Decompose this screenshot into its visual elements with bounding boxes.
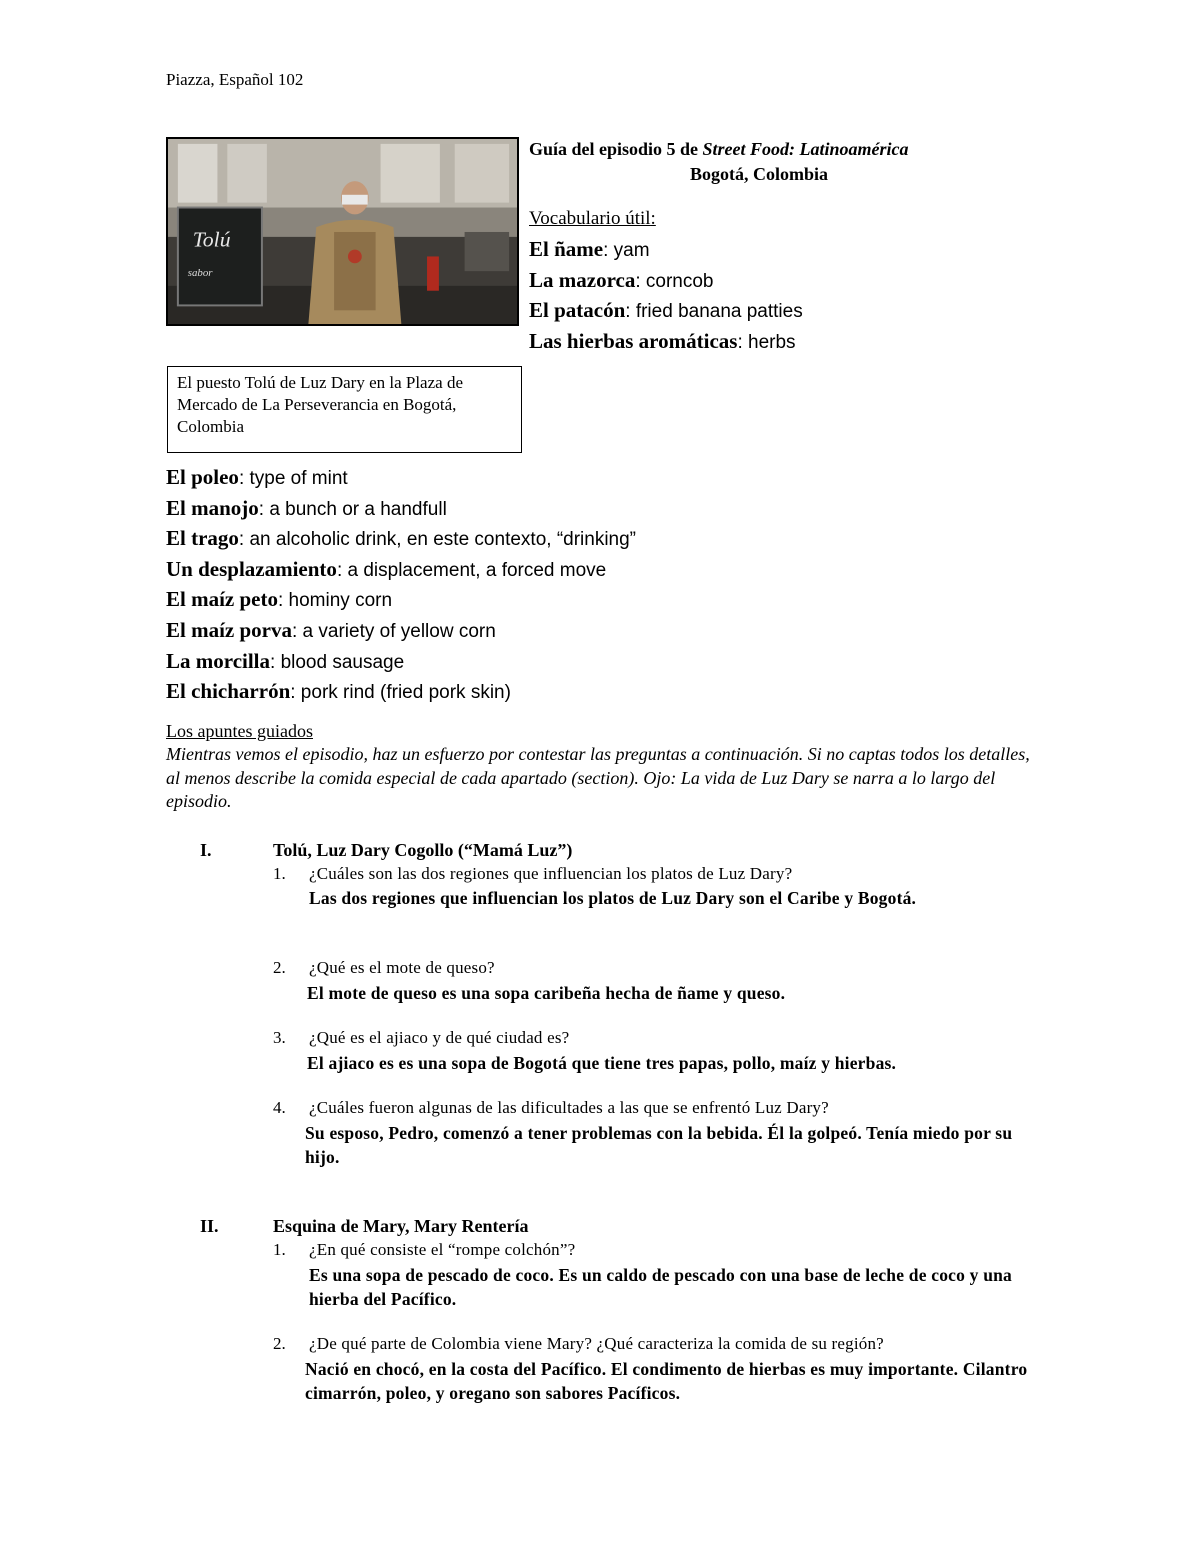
vocab-def: : a displacement, a forced move (336, 559, 607, 581)
vocab-term: La morcilla (166, 648, 271, 673)
vocab-item (166, 524, 636, 555)
vocab-term: El chicharrón (166, 679, 291, 704)
vocab-term: El maíz peto (166, 587, 278, 612)
question-number: 2. (273, 1334, 286, 1353)
market-stall-photo (166, 137, 519, 326)
answer-text: Es una sopa de pescado de coco. Es un caldo de pescado con una base de leche de coco y una hierba del Pacífico. (309, 1265, 1013, 1309)
vocab-term: El maíz porva (166, 617, 292, 642)
vocab-term: La mazorca (529, 267, 636, 292)
question-text: ¿Qué es el ajiaco y de qué ciudad es? (309, 1028, 570, 1047)
guide-location: Bogotá, Colombia (689, 164, 828, 184)
vocab-list-left (166, 463, 636, 708)
show-name: Street Food: Latinoamérica (702, 139, 909, 159)
vocab-def: : pork rind (fried pork skin) (290, 682, 511, 704)
vocab-item (529, 327, 803, 358)
answer-text: El mote de queso es una sopa caribeña hecha de ñame y queso. (307, 983, 786, 1003)
vocab-def: : a variety of yellow corn (292, 620, 496, 642)
question-number: 3. (273, 1028, 286, 1047)
vocab-item (166, 555, 636, 586)
notes-heading: Los apuntes guiados (166, 721, 313, 741)
vocab-term: Las hierbas aromáticas (529, 328, 738, 353)
vocab-term: Un desplazamiento (166, 556, 337, 581)
vocab-def: : yam (603, 240, 650, 261)
vocab-def: : type of mint (238, 468, 348, 489)
answer-text: Nació en chocó, en la costa del Pacífico. El condimento de hierbas es muy importante. Cilantro cimarrón, poleo, y oregano son sabores Pacíficos. (305, 1359, 1028, 1403)
vocab-def: : an alcoholic drink, en este contexto, “drinking” (238, 529, 637, 551)
vocab-item (166, 585, 636, 616)
notes-intro: Mientras vemos el episodio, haz un esfuerzo por contestar las preguntas a continuación. Si no captas todos los detalles, al menos describe la comida especial de cada apartado (section). Ojo: La vida de Luz Dary se narra a lo largo del episodio. (166, 744, 1030, 811)
vocab-item (166, 616, 636, 647)
question-text: ¿Cuáles fueron algunas de las dificultades a las que se enfrentó Luz Dary? (309, 1098, 829, 1117)
guide-title (529, 139, 909, 160)
question-number: 4. (273, 1098, 286, 1117)
vocab-term: El manojo (166, 495, 259, 520)
vocab-def: : corncob (635, 270, 714, 292)
vocab-def: : herbs (737, 331, 796, 353)
vocab-item (529, 296, 803, 327)
vocab-def: : hominy corn (277, 590, 393, 612)
question-text: ¿En qué consiste el “rompe colchón”? (309, 1240, 576, 1259)
photo-illustration (168, 139, 517, 324)
vocab-item (529, 235, 803, 266)
svg-text:Tolú: Tolú (192, 227, 231, 252)
vocab-term: El poleo (166, 465, 239, 489)
question-text: ¿De qué parte de Colombia viene Mary? ¿Qué caracteriza la comida de su región? (309, 1334, 884, 1353)
photo-caption: El puesto Tolú de Luz Dary en la Plaza de Mercado de La Perseverancia en Bogotá, Colombia (167, 366, 522, 453)
question-text: ¿Cuáles son las dos regiones que influencian los platos de Luz Dary? (309, 864, 793, 883)
vocab-item (166, 463, 636, 494)
question-number: 1. (273, 864, 286, 883)
vocab-item (529, 266, 803, 297)
vocab-term: El patacón (529, 298, 626, 323)
vocab-heading (529, 208, 656, 230)
section-title: Tolú, Luz Dary Cogollo (“Mamá Luz”) (273, 840, 573, 860)
section-number: II. (200, 1216, 219, 1236)
section-title: Esquina de Mary, Mary Rentería (273, 1216, 529, 1236)
vocab-item (166, 677, 636, 708)
question-number: 1. (273, 1240, 286, 1259)
vocab-list-right (529, 235, 803, 357)
answer-text: El ajiaco es es una sopa de Bogotá que tiene tres papas, pollo, maíz y hierbas. (307, 1053, 897, 1073)
svg-text:sabor: sabor (187, 267, 213, 280)
question-text: ¿Qué es el mote de queso? (309, 958, 495, 977)
answer-text: Su esposo, Pedro, comenzó a tener problemas con la bebida. Él la golpeó. Tenía miedo por su hijo. (305, 1123, 1013, 1167)
vocab-term: El ñame (529, 237, 604, 261)
vocab-heading-colon: : (650, 208, 656, 229)
vocab-def: : fried banana patties (625, 301, 803, 323)
vocab-heading-text: Vocabulario útil (529, 208, 651, 229)
section-number: I. (200, 840, 212, 860)
vocab-item (166, 494, 636, 525)
vocab-def: : a bunch or a handfull (258, 498, 447, 520)
vocab-def: : blood sausage (270, 651, 405, 673)
vocab-item (166, 647, 636, 678)
answer-text: Las dos regiones que influencian los platos de Luz Dary son el Caribe y Bogotá. (309, 888, 917, 908)
question-number: 2. (273, 958, 286, 977)
page-header: Piazza, Español 102 (166, 70, 304, 89)
guide-title-prefix: Guía del episodio 5 de (529, 139, 703, 159)
vocab-term: El trago (166, 526, 239, 551)
